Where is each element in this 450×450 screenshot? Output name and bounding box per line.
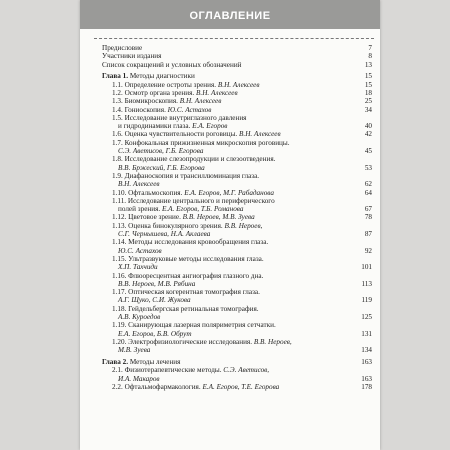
page-number: 40 xyxy=(364,122,372,131)
toc-entry xyxy=(80,122,380,130)
toc-entry xyxy=(80,338,380,346)
toc-entry-text xyxy=(118,313,160,321)
toc-entry xyxy=(80,52,380,60)
toc-entry xyxy=(80,296,380,304)
toc-entry-text xyxy=(102,358,180,366)
entry-authors: В.В. Нероев, М.В. Рябина xyxy=(118,279,196,288)
toc-entry-text xyxy=(112,189,274,197)
toc-entry-text xyxy=(112,213,255,221)
toc-entry-text xyxy=(118,330,192,338)
page-number: 7 xyxy=(368,44,372,52)
toc-entry-text xyxy=(112,155,275,163)
toc-entry xyxy=(80,189,380,197)
toc-entry xyxy=(80,238,380,246)
chapter-label: Глава 2. xyxy=(102,357,129,366)
page-number: 163 xyxy=(361,374,372,383)
page-number: 131 xyxy=(361,329,372,338)
toc-entry-text xyxy=(118,247,162,255)
toc-entry-text xyxy=(112,222,262,230)
page-number: 13 xyxy=(364,60,372,69)
toc-entry-text xyxy=(102,72,195,80)
toc-entry xyxy=(80,72,380,80)
entry-authors: Ю.С. Астахов xyxy=(167,105,212,114)
page-number: 101 xyxy=(361,263,372,272)
toc-entry xyxy=(80,375,380,383)
page-number: 42 xyxy=(364,130,372,139)
page-number: 18 xyxy=(364,88,372,97)
toc-entry-text xyxy=(112,288,260,296)
toc-entry xyxy=(80,89,380,97)
entry-title: 1.12. Цветовое зрение. xyxy=(112,213,183,222)
toc-entry-text xyxy=(112,172,259,180)
chapter-label: Глава 1. xyxy=(102,72,129,81)
toc-entry xyxy=(80,106,380,114)
entry-title: Участники издания xyxy=(102,52,162,61)
toc-entry-text xyxy=(118,375,160,383)
entry-authors: М.В. Зуева xyxy=(118,346,151,355)
page-number: 67 xyxy=(364,205,372,214)
entry-title: 2.1. Физиотерапевтические методы. xyxy=(112,366,224,375)
entry-title: 1.6. Оценка чувствительности роговицы. xyxy=(112,130,240,139)
toc-entry-text xyxy=(112,238,268,246)
toc-entry xyxy=(80,172,380,180)
toc-entry xyxy=(80,222,380,230)
toc-entry-text xyxy=(112,139,290,147)
entry-title: Предисловие xyxy=(102,44,143,52)
entry-title: 1.14. Методы исследования кровообращения глаза. xyxy=(112,238,269,247)
divider xyxy=(94,38,374,39)
toc-entry-text xyxy=(112,89,238,97)
toc-entry-text xyxy=(118,263,158,271)
toc-entry-text xyxy=(112,255,264,263)
entry-title: Список сокращений и условных обозначений xyxy=(102,60,242,69)
table-of-contents xyxy=(80,44,380,391)
toc-entry-text xyxy=(118,346,150,354)
toc-entry xyxy=(80,44,380,52)
toc-entry-text xyxy=(118,180,160,188)
toc-entry-text xyxy=(118,296,191,304)
page-number: 87 xyxy=(364,230,372,239)
entry-title: 1.9. Диафаноскопия и трансиллюминация глаза. xyxy=(112,171,260,180)
toc-entry xyxy=(80,280,380,288)
entry-title: 1.19. Сканирующая лазерная поляриметрия сетчатки. xyxy=(112,321,276,330)
toc-entry xyxy=(80,305,380,313)
entry-title: 1.15. Ультразвуковые методы исследования глаза. xyxy=(112,254,264,263)
toc-entry-text xyxy=(112,383,279,391)
page-number: 119 xyxy=(361,296,372,305)
page-number: 53 xyxy=(364,163,372,172)
book-page xyxy=(80,0,380,450)
entry-authors: В.В. Бржеский, Г.Б. Егорова xyxy=(118,163,205,172)
toc-entry-text xyxy=(118,205,243,213)
entry-authors: В.Н. Алексеев xyxy=(196,88,238,97)
page-number: 64 xyxy=(364,188,372,197)
toc-entry-text xyxy=(112,130,281,138)
entry-authors: С.Г. Чернышева, Н.А. Аклаева xyxy=(118,230,211,239)
toc-entry xyxy=(80,61,380,69)
toc-entry-text xyxy=(112,106,211,114)
entry-title: 1.3. Биомикроскопия. xyxy=(112,97,180,106)
toc-entry-text xyxy=(102,61,242,69)
entry-authors: В.В. Нероев, xyxy=(253,337,292,346)
entry-authors: Е.А. Егоров, М.Г. Рабаданова xyxy=(184,188,274,197)
entry-title: 1.4. Гониоскопия. xyxy=(112,105,168,114)
page-number: 25 xyxy=(364,97,372,106)
entry-title: 1.7. Конфокальная прижизненная микроскопия роговицы. xyxy=(112,138,290,147)
toc-entry-text xyxy=(118,280,195,288)
entry-authors: А.В. Куроедов xyxy=(118,313,161,321)
entry-authors: В.Н. Алексеев xyxy=(118,180,160,189)
toc-entry-text xyxy=(102,52,161,60)
entry-title: 1.11. Исследование центрального и периферического xyxy=(112,196,275,205)
toc-entry-text xyxy=(118,147,203,155)
entry-authors: В.Н. Алексеев xyxy=(217,80,260,89)
entry-authors: С.Э. Аветисов, xyxy=(223,366,270,375)
toc-entry-text xyxy=(112,366,269,374)
toc-entry xyxy=(80,272,380,280)
toc-entry xyxy=(80,321,380,329)
page-number: 15 xyxy=(364,72,372,81)
toc-entry-text xyxy=(112,305,259,313)
entry-authors: Х.П. Тахчиди xyxy=(118,263,158,272)
toc-entry-text xyxy=(112,272,263,280)
toc-entry xyxy=(80,130,380,138)
toc-entry xyxy=(80,288,380,296)
toc-entry xyxy=(80,230,380,238)
entry-authors: С.Э. Аветисов, Г.Б. Егорова xyxy=(118,147,204,156)
toc-entry xyxy=(80,155,380,163)
entry-title: 1.13. Оценка бинокулярного зрения. xyxy=(112,221,225,230)
entry-title: 1.20. Электрофизиологические исследования. xyxy=(112,337,254,346)
page-title: ОГЛАВЛЕНИЕ xyxy=(189,10,271,22)
toc-entry xyxy=(80,346,380,354)
toc-entry xyxy=(80,383,380,391)
toc-entry xyxy=(80,180,380,188)
header-bar xyxy=(80,0,380,29)
entry-title: 1.5. Исследование внутриглазного давления xyxy=(112,113,247,122)
entry-title: 1.10. Офтальмоскопия. xyxy=(112,188,185,197)
toc-entry xyxy=(80,263,380,271)
page-number: 125 xyxy=(361,313,372,321)
entry-title: 1.17. Оптическая когерентная томография глаза. xyxy=(112,288,260,297)
page-number: 113 xyxy=(361,279,372,288)
entry-authors: В.В. Нероев, xyxy=(224,221,263,230)
entry-title: полей зрения. xyxy=(118,205,162,214)
toc-entry-text xyxy=(112,197,275,205)
page-number: 92 xyxy=(364,246,372,255)
toc-entry-text xyxy=(118,122,227,130)
entry-authors: А.Г. Щуко, С.И. Жукова xyxy=(118,296,191,305)
page-number: 134 xyxy=(361,346,372,355)
page-number: 34 xyxy=(364,105,372,114)
toc-entry xyxy=(80,247,380,255)
entry-title: Методы лечения xyxy=(128,357,181,366)
toc-entry-text xyxy=(102,44,142,52)
page-number: 62 xyxy=(364,180,372,189)
page-number: 45 xyxy=(364,147,372,156)
toc-entry xyxy=(80,81,380,89)
entry-authors: Е.А. Егоров, Т.Е. Егорова xyxy=(202,382,280,391)
entry-authors: Е.А. Егоров xyxy=(192,122,228,131)
entry-authors: В.Н. Алексеев xyxy=(239,130,281,139)
entry-authors: Ю.С. Астахов xyxy=(118,246,162,255)
page-number: 8 xyxy=(368,52,372,61)
toc-entry xyxy=(80,330,380,338)
toc-entry-text xyxy=(112,338,292,346)
toc-entry xyxy=(80,197,380,205)
toc-entry xyxy=(80,97,380,105)
entry-title: 2.2. Офтальмофармакология. xyxy=(112,382,203,391)
entry-title: 1.8. Исследование слезопродукции и слезоотведения. xyxy=(112,155,276,164)
toc-entry-text xyxy=(112,81,259,89)
entry-title: 1.18. Гейдельбергская ретинальная томография. xyxy=(112,304,259,313)
entry-title: Методы диагностики xyxy=(128,72,195,81)
toc-entry xyxy=(80,164,380,172)
entry-authors: Е.А. Егоров, Т.Б. Романова xyxy=(161,205,244,214)
toc-entry xyxy=(80,358,380,366)
entry-title: и гидродинамики глаза. xyxy=(118,122,193,131)
page-number: 163 xyxy=(361,357,372,366)
entry-title: 1.2. Осмотр органа зрения. xyxy=(112,88,197,97)
toc-entry-text xyxy=(112,321,276,329)
entry-authors: Е.А. Егоров, Б.В. Обрут xyxy=(118,329,192,338)
entry-authors: И.А. Макаров xyxy=(118,374,160,383)
toc-entry xyxy=(80,205,380,213)
toc-entry-text xyxy=(118,164,205,172)
page-number: 78 xyxy=(364,213,372,222)
entry-authors: В.Н. Алексеев xyxy=(179,97,222,106)
toc-entry xyxy=(80,313,380,321)
toc-entry-text xyxy=(112,114,246,122)
toc-entry xyxy=(80,147,380,155)
toc-entry xyxy=(80,213,380,221)
toc-entry-text xyxy=(112,97,221,105)
toc-entry xyxy=(80,366,380,374)
page-number: 178 xyxy=(361,382,372,391)
toc-entry xyxy=(80,255,380,263)
entry-title: 1.16. Флюоресцентная ангиография глазного дна. xyxy=(112,271,264,280)
entry-authors: В.В. Нероев, М.В. Зуева xyxy=(182,213,255,222)
page-number: 15 xyxy=(364,80,372,89)
toc-entry xyxy=(80,114,380,122)
toc-entry-text xyxy=(118,230,210,238)
toc-entry xyxy=(80,139,380,147)
entry-title: 1.1. Определение остроты зрения. xyxy=(112,80,218,89)
